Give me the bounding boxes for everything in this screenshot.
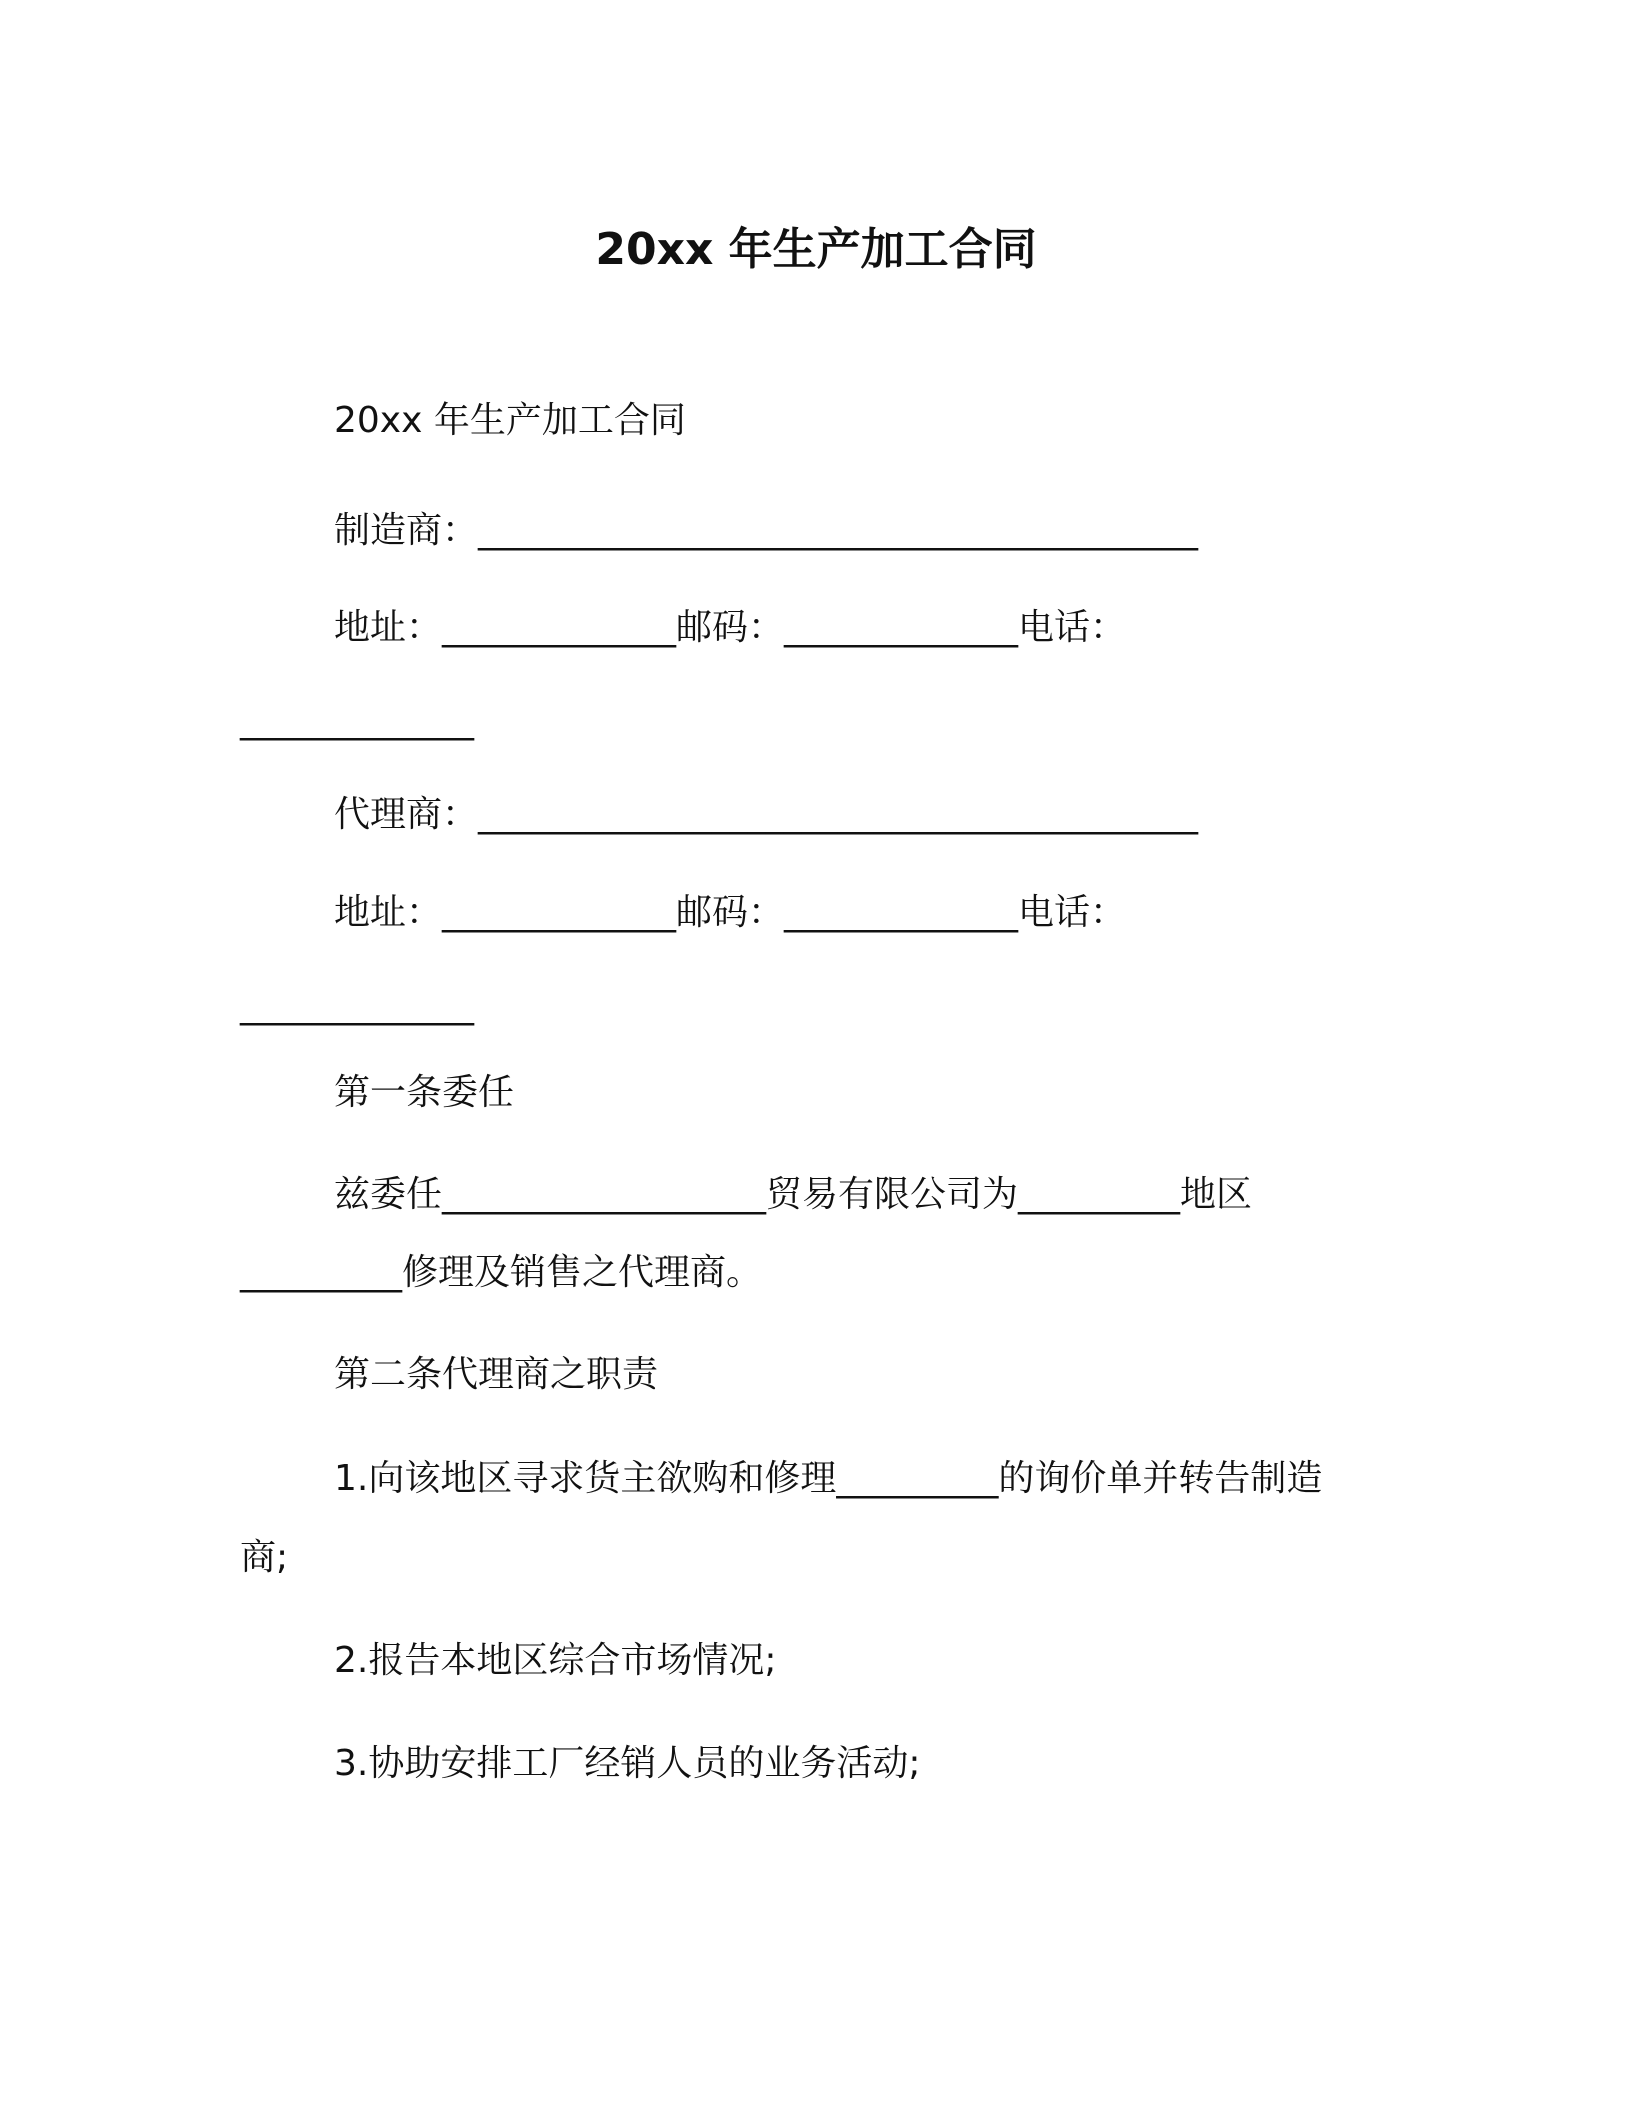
duty-3-line: 3.协助安排工厂经销人员的业务活动; (334, 1743, 921, 1784)
duty-2-line: 2.报告本地区综合市场情况; (334, 1640, 777, 1681)
article-1-text-line-2: _________修理及销售之代理商。 (240, 1252, 763, 1293)
contract-heading: 20xx 年生产加工合同 (334, 400, 686, 441)
article-1-text-line-1: 兹委任__________________贸易有限公司为_________地区 (334, 1174, 1253, 1215)
agent-phone-blank: _____________ (240, 985, 474, 1026)
article-2-heading: 第二条代理商之职责 (334, 1354, 659, 1395)
agent-line: 代理商：________________________________________ (334, 794, 1199, 835)
article-1-heading: 第一条委任 (334, 1072, 515, 1113)
manufacturer-contact-line: 地址：_____________邮码：_____________电话： (334, 607, 1127, 648)
duty-1-line-2: 商; (240, 1537, 289, 1578)
manufacturer-line: 制造商：________________________________________ (334, 510, 1199, 551)
agent-contact-line: 地址：_____________邮码：_____________电话： (334, 892, 1127, 933)
duty-1-line-1: 1.向该地区寻求货主欲购和修理_________的询价单并转告制造 (334, 1458, 1323, 1499)
document-title: 20xx 年生产加工合同 (595, 224, 1037, 275)
manufacturer-phone-blank: _____________ (240, 700, 474, 741)
